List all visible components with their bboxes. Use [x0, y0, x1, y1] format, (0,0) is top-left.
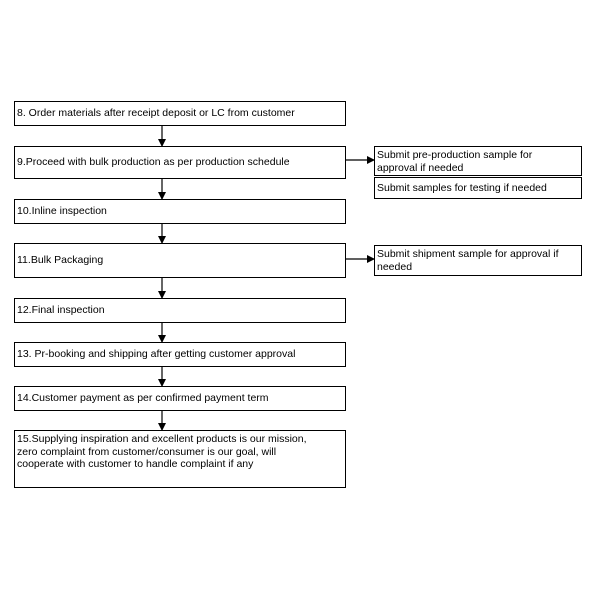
step-10-inline-inspection: 10.Inline inspection	[14, 199, 346, 224]
step-15-mission: 15.Supplying inspiration and excellent products is our mission, zero complaint from customer/consumer is our goal, will cooperate with customer to handle complaint if any	[14, 430, 346, 488]
step-12-final-inspection: 12.Final inspection	[14, 298, 346, 323]
step-9-bulk-production: 9.Proceed with bulk production as per production schedule	[14, 146, 346, 179]
step-8-order-materials: 8. Order materials after receipt deposit or LC from customer	[14, 101, 346, 126]
note-pre-production-sample: Submit pre-production sample for approval if needed	[374, 146, 582, 176]
step-14-customer-payment: 14.Customer payment as per confirmed payment term	[14, 386, 346, 411]
note-shipment-sample: Submit shipment sample for approval if needed	[374, 245, 582, 276]
step-13-shipping: 13. Pr-booking and shipping after getting customer approval	[14, 342, 346, 367]
step-11-bulk-packaging: 11.Bulk Packaging	[14, 243, 346, 278]
note-testing-samples: Submit samples for testing if needed	[374, 177, 582, 199]
